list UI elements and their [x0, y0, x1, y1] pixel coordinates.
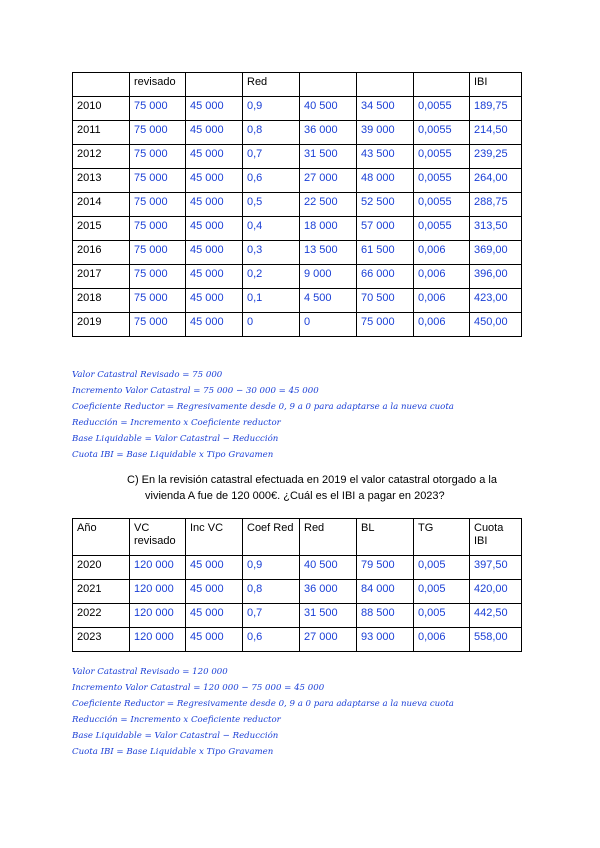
value-cell: 288,75 [470, 193, 522, 217]
value-cell: 70 500 [357, 289, 414, 313]
value-cell: 0,7 [243, 145, 300, 169]
ibi-table-2020-2023 [72, 518, 522, 652]
year-cell: 2017 [73, 265, 130, 289]
value-cell: 45 000 [186, 313, 243, 337]
value-cell: 31 500 [300, 604, 357, 628]
value-cell: 450,00 [470, 313, 522, 337]
value-cell: 0,0055 [414, 169, 470, 193]
ibi-table-2010-2019 [72, 72, 522, 337]
value-cell: 0,6 [243, 628, 300, 652]
value-cell: 75 000 [130, 193, 186, 217]
value-cell: 45 000 [186, 241, 243, 265]
table-row [73, 169, 522, 193]
value-cell: 93 000 [357, 628, 414, 652]
value-cell: 22 500 [300, 193, 357, 217]
table-row [73, 313, 522, 337]
table-row [73, 628, 522, 652]
value-cell: 396,00 [470, 265, 522, 289]
header-cell: VC revisado [130, 519, 186, 556]
value-cell: 0,8 [243, 121, 300, 145]
value-cell: 0,005 [414, 604, 470, 628]
formula-line: Incremento Valor Catastral = 75 000 − 30 000 = 45 000 [72, 386, 319, 396]
value-cell: 189,75 [470, 97, 522, 121]
year-cell: 2011 [73, 121, 130, 145]
year-cell: 2015 [73, 217, 130, 241]
value-cell: 75 000 [130, 145, 186, 169]
year-cell: 2022 [73, 604, 130, 628]
value-cell: 27 000 [300, 169, 357, 193]
value-cell: 0,8 [243, 580, 300, 604]
value-cell: 45 000 [186, 97, 243, 121]
value-cell: 264,00 [470, 169, 522, 193]
value-cell: 45 000 [186, 289, 243, 313]
value-cell: 0,3 [243, 241, 300, 265]
value-cell: 39 000 [357, 121, 414, 145]
formula-line: Valor Catastral Revisado = 120 000 [72, 667, 228, 677]
value-cell: 27 000 [300, 628, 357, 652]
value-cell: 75 000 [130, 265, 186, 289]
value-cell: 66 000 [357, 265, 414, 289]
value-cell: 45 000 [186, 580, 243, 604]
value-cell: 45 000 [186, 145, 243, 169]
value-cell: 239,25 [470, 145, 522, 169]
value-cell: 120 000 [130, 580, 186, 604]
header-cell: Inc VC [186, 519, 243, 556]
formula-line: Cuota IBI = Base Liquidable x Tipo Gravamen [72, 450, 274, 460]
year-cell: 2020 [73, 556, 130, 580]
year-cell: 2016 [73, 241, 130, 265]
value-cell: 45 000 [186, 121, 243, 145]
value-cell: 0,006 [414, 241, 470, 265]
header-cell [186, 73, 243, 97]
formula-line: Base Liquidable = Valor Catastral − Reducción [72, 434, 279, 444]
question-line-1: C) En la revisión catastral efectuada en 2019 el valor catastral otorgado a la [127, 474, 497, 486]
header-cell: Cuota IBI [470, 519, 522, 556]
value-cell: 313,50 [470, 217, 522, 241]
formula-line: Reducción = Incremento x Coeficiente reductor [72, 418, 281, 428]
value-cell: 0,6 [243, 169, 300, 193]
value-cell: 0 [243, 313, 300, 337]
value-cell: 75 000 [130, 169, 186, 193]
value-cell: 0,0055 [414, 145, 470, 169]
value-cell: 36 000 [300, 580, 357, 604]
header-cell: TG [414, 519, 470, 556]
header-cell: Año [73, 519, 130, 556]
question-line-2: vivienda A fue de 120 000€. ¿Cuál es el IBI a pagar en 2023? [145, 490, 445, 502]
value-cell: 13 500 [300, 241, 357, 265]
table-row [73, 556, 522, 580]
header-cell: Coef Red [243, 519, 300, 556]
value-cell: 75 000 [130, 121, 186, 145]
question-c [127, 472, 527, 504]
value-cell: 75 000 [130, 289, 186, 313]
value-cell: 0,0055 [414, 97, 470, 121]
value-cell: 75 000 [130, 217, 186, 241]
value-cell: 0,4 [243, 217, 300, 241]
value-cell: 0,006 [414, 628, 470, 652]
value-cell: 0,2 [243, 265, 300, 289]
value-cell: 0,0055 [414, 193, 470, 217]
header-cell: Red [243, 73, 300, 97]
year-cell: 2023 [73, 628, 130, 652]
value-cell: 423,00 [470, 289, 522, 313]
formula-line: Coeficiente Reductor = Regresivamente desde 0, 9 a 0 para adaptarse a la nueva cuota [72, 402, 454, 412]
table-row [73, 193, 522, 217]
value-cell: 0,7 [243, 604, 300, 628]
value-cell: 40 500 [300, 556, 357, 580]
value-cell: 0,006 [414, 289, 470, 313]
value-cell: 61 500 [357, 241, 414, 265]
value-cell: 120 000 [130, 628, 186, 652]
value-cell: 45 000 [186, 628, 243, 652]
value-cell: 0,0055 [414, 121, 470, 145]
value-cell: 369,00 [470, 241, 522, 265]
value-cell: 75 000 [130, 313, 186, 337]
table-row [73, 265, 522, 289]
value-cell: 88 500 [357, 604, 414, 628]
value-cell: 0,9 [243, 556, 300, 580]
value-cell: 31 500 [300, 145, 357, 169]
formula-line: Base Liquidable = Valor Catastral − Reducción [72, 731, 279, 741]
value-cell: 0,5 [243, 193, 300, 217]
formula-line: Coeficiente Reductor = Regresivamente desde 0, 9 a 0 para adaptarse a la nueva cuota [72, 699, 454, 709]
value-cell: 18 000 [300, 217, 357, 241]
value-cell: 0,1 [243, 289, 300, 313]
value-cell: 0,005 [414, 580, 470, 604]
header-cell: Red [300, 519, 357, 556]
value-cell: 397,50 [470, 556, 522, 580]
year-cell: 2013 [73, 169, 130, 193]
value-cell: 0 [300, 313, 357, 337]
header-cell [357, 73, 414, 97]
value-cell: 0,006 [414, 313, 470, 337]
value-cell: 84 000 [357, 580, 414, 604]
value-cell: 75 000 [130, 241, 186, 265]
value-cell: 75 000 [357, 313, 414, 337]
table-header-row [73, 519, 522, 556]
formula-line: Cuota IBI = Base Liquidable x Tipo Gravamen [72, 747, 274, 757]
value-cell: 75 000 [130, 97, 186, 121]
formula-line: Reducción = Incremento x Coeficiente reductor [72, 715, 281, 725]
value-cell: 45 000 [186, 217, 243, 241]
table-row [73, 604, 522, 628]
table-row [73, 97, 522, 121]
value-cell: 4 500 [300, 289, 357, 313]
header-cell: BL [357, 519, 414, 556]
value-cell: 45 000 [186, 169, 243, 193]
value-cell: 79 500 [357, 556, 414, 580]
table-row [73, 580, 522, 604]
year-cell: 2019 [73, 313, 130, 337]
value-cell: 214,50 [470, 121, 522, 145]
formula-line: Incremento Valor Catastral = 120 000 − 75 000 = 45 000 [72, 683, 325, 693]
formulas-block-2 [72, 664, 454, 760]
value-cell: 558,00 [470, 628, 522, 652]
table-row [73, 289, 522, 313]
value-cell: 48 000 [357, 169, 414, 193]
value-cell: 120 000 [130, 556, 186, 580]
value-cell: 52 500 [357, 193, 414, 217]
formulas-block-1 [72, 367, 454, 463]
value-cell: 120 000 [130, 604, 186, 628]
year-cell: 2021 [73, 580, 130, 604]
year-cell: 2010 [73, 97, 130, 121]
header-cell: revisado [130, 73, 186, 97]
value-cell: 40 500 [300, 97, 357, 121]
table-row [73, 145, 522, 169]
header-cell [300, 73, 357, 97]
value-cell: 45 000 [186, 265, 243, 289]
table-row [73, 217, 522, 241]
value-cell: 57 000 [357, 217, 414, 241]
year-cell: 2014 [73, 193, 130, 217]
table-header-row [73, 73, 522, 97]
value-cell: 45 000 [186, 604, 243, 628]
table-row [73, 121, 522, 145]
year-cell: 2012 [73, 145, 130, 169]
value-cell: 0,9 [243, 97, 300, 121]
value-cell: 0,0055 [414, 217, 470, 241]
year-cell: 2018 [73, 289, 130, 313]
value-cell: 0,005 [414, 556, 470, 580]
value-cell: 45 000 [186, 556, 243, 580]
value-cell: 45 000 [186, 193, 243, 217]
header-cell [414, 73, 470, 97]
value-cell: 420,00 [470, 580, 522, 604]
value-cell: 442,50 [470, 604, 522, 628]
value-cell: 36 000 [300, 121, 357, 145]
value-cell: 0,006 [414, 265, 470, 289]
value-cell: 43 500 [357, 145, 414, 169]
header-cell [73, 73, 130, 97]
table-row [73, 241, 522, 265]
value-cell: 34 500 [357, 97, 414, 121]
formula-line: Valor Catastral Revisado = 75 000 [72, 370, 223, 380]
value-cell: 9 000 [300, 265, 357, 289]
header-cell: IBI [470, 73, 522, 97]
